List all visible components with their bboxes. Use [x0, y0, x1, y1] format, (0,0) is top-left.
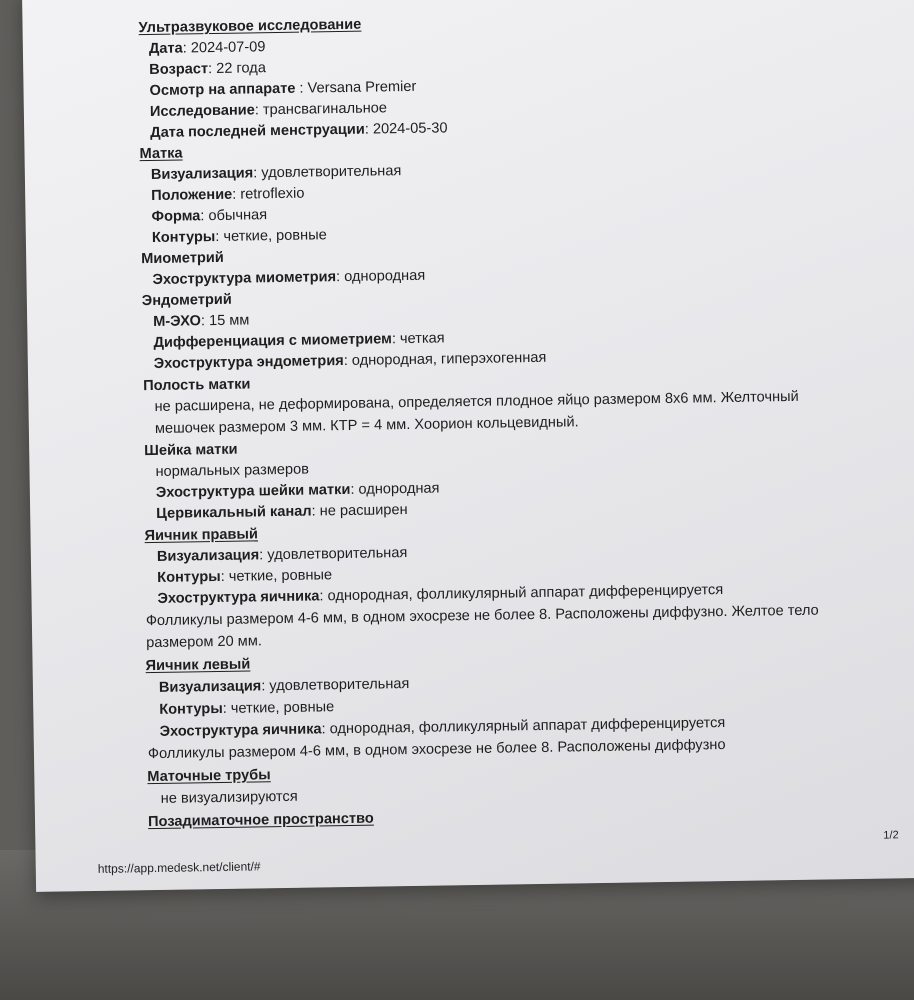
field-sep: :: [299, 80, 308, 97]
field-label: Эхоструктура эндометрия: [153, 352, 344, 372]
field-value: четкая: [399, 330, 445, 348]
right-ovary-note-line-2: размером 20 мм.: [146, 633, 262, 652]
cervix-canal: Цервикальный канал: не расширен: [156, 502, 408, 522]
field-label: Положение: [151, 186, 233, 204]
field-value: удовлетворительная: [261, 163, 402, 182]
field-value: трансвагинальное: [262, 100, 388, 119]
left-ovary-visualization: Визуализация: удовлетворительная: [158, 676, 410, 696]
cavity-text-line-1: не расширена, не деформирована, определяется плодное яйцо размером 8х6 мм. Желточный: [154, 388, 799, 415]
printed-sheet: [22, 0, 914, 892]
field-label: Контуры: [157, 568, 221, 586]
field-date: [149, 37, 266, 60]
section-cervix-title: Шейка матки: [144, 441, 238, 460]
field-label: Дата: [148, 40, 183, 58]
field-value: однородная, фолликулярный аппарат дифференцируется: [327, 582, 724, 605]
uterus-visualization: Визуализация: удовлетворительная: [150, 163, 402, 183]
field-label: Эхоструктура яичника: [157, 588, 320, 607]
field-value: однородная: [358, 480, 440, 498]
report-title: Ультразвуковое исследование: [138, 16, 362, 37]
cervix-size: нормальных размеров: [155, 461, 310, 480]
field-sep: :: [207, 60, 217, 78]
field-label: Дата последней менструации: [150, 121, 365, 142]
section-retrouterine-title: Позадиматочное пространство: [147, 810, 374, 831]
field-value: однородная, гиперэхогенная: [351, 349, 547, 369]
right-ovary-contours: Контуры: четкие, ровные: [157, 567, 333, 586]
field-age: [149, 58, 266, 81]
footer-url: https://app.medesk.net/client/#: [97, 859, 261, 876]
right-ovary-echostructure: Эхоструктура яичника: однородная, фолликулярный аппарат дифференцируется: [157, 582, 724, 607]
field-label: Контуры: [151, 228, 216, 246]
page-number: 1/2: [883, 829, 899, 842]
uterus-shape: Форма: обычная: [151, 207, 268, 225]
section-uterus-title: Матка: [139, 145, 183, 163]
field-value: retroflexio: [240, 185, 305, 203]
field-label: Цервикальный канал: [156, 503, 312, 522]
myometrium-echostructure: Эхоструктура миометрия: однородная: [152, 267, 426, 288]
cervix-echostructure: Эхоструктура шейки матки: однородная: [155, 480, 440, 501]
field-value: 2024-07-09: [190, 39, 266, 57]
section-right-ovary-title: Яичник правый: [144, 526, 259, 545]
field-value: 2024-05-30: [372, 120, 448, 138]
field-value: 15 мм: [208, 312, 250, 330]
field-value: удовлетворительная: [267, 545, 408, 564]
field-value: Versana Premier: [307, 78, 417, 97]
left-ovary-contours: Контуры: четкие, ровные: [159, 699, 335, 718]
field-label: М-ЭХО: [153, 313, 202, 330]
field-value: удовлетворительная: [269, 676, 410, 695]
right-ovary-visualization: Визуализация: удовлетворительная: [156, 545, 408, 565]
section-tubes-title: Маточные трубы: [147, 767, 271, 786]
field-label: Контуры: [159, 700, 223, 718]
section-myometrium-title: Миометрий: [141, 249, 224, 268]
field-value: однородная: [344, 267, 426, 285]
field-sep: :: [182, 40, 191, 57]
field-label: Визуализация: [156, 547, 260, 565]
left-ovary-echostructure: Эхоструктура яичника: однородная, фолликулярный аппарат дифференцируется: [159, 715, 726, 740]
field-value: четкие, ровные: [230, 699, 335, 717]
endometrium-differentiation: Дифференциация с миометрием: четкая: [153, 330, 445, 351]
field-sep: :: [364, 121, 374, 138]
field-label: Исследование: [149, 102, 255, 121]
left-ovary-note-line-1: Фолликулы размером 4-6 мм, в одном эхосрезе не более 8. Расположены диффузно: [147, 737, 726, 763]
cavity-text-line-2: мешочек размером 3 мм. КТР = 4 мм. Хоорион кольцевидный.: [154, 414, 579, 437]
field-value: 22 года: [216, 60, 266, 77]
endometrium-m-echo: М-ЭХО: 15 мм: [153, 312, 250, 330]
field-value: четкие, ровные: [228, 567, 333, 585]
section-cavity-title: Полость матки: [143, 376, 251, 395]
endometrium-echostructure: Эхоструктура эндометрия: однородная, гиперэхогенная: [153, 349, 547, 372]
section-endometrium-title: Эндометрий: [141, 291, 232, 310]
field-label: Возраст: [149, 61, 209, 79]
right-ovary-note-line-1: Фолликулы размером 4-6 мм, в одном эхосрезе не более 8. Расположены диффузно. Желтое тело: [145, 602, 819, 630]
field-label: Эхоструктура шейки матки: [155, 481, 351, 501]
uterus-position: Положение: retroflexio: [151, 185, 305, 204]
tubes-text: не визуализируются: [160, 788, 298, 807]
section-left-ovary-title: Яичник левый: [145, 656, 251, 675]
field-value: четкие, ровные: [223, 227, 327, 245]
field-last-period: [150, 118, 448, 144]
field-label: Визуализация: [150, 165, 254, 183]
field-label: Форма: [151, 208, 201, 225]
field-value: однородная, фолликулярный аппарат дифференцируется: [329, 715, 726, 738]
field-label: Дифференциация с миометрием: [153, 331, 393, 351]
field-label: Осмотр на аппарате: [149, 80, 300, 100]
uterus-contours: Контуры: четкие, ровные: [151, 227, 327, 246]
field-label: Эхоструктура миометрия: [152, 269, 337, 288]
field-value: не расширен: [319, 502, 408, 520]
field-label: Визуализация: [158, 678, 262, 696]
field-label: Эхоструктура яичника: [159, 721, 322, 740]
cut-off-top-line: [22, 0, 914, 4]
field-value: обычная: [208, 207, 268, 225]
field-sep: :: [254, 102, 264, 119]
